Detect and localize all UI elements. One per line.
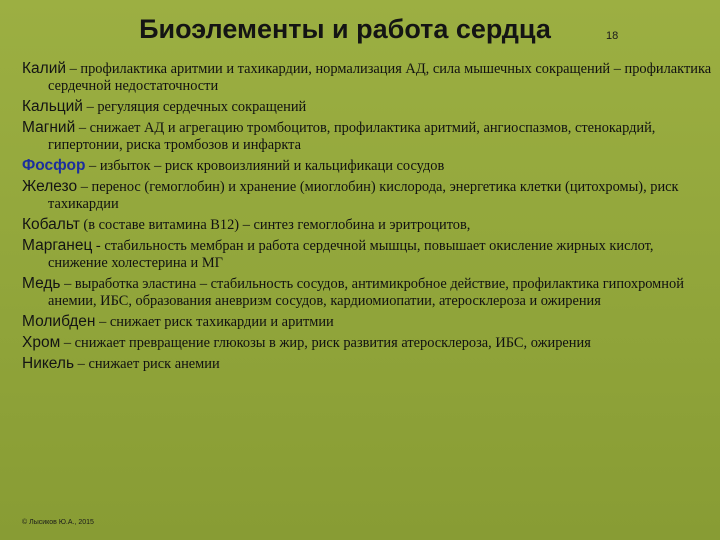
term-copper: Медь bbox=[22, 275, 61, 292]
slide-number: 18 bbox=[606, 30, 619, 42]
term-iron: Железо bbox=[22, 178, 78, 195]
description: – регуляция сердечных сокращений bbox=[82, 99, 307, 115]
term-phosphorus: Фосфор bbox=[22, 157, 86, 174]
term-cobalt: Кобальт bbox=[22, 216, 80, 233]
content-list bbox=[22, 60, 712, 376]
term-nickel: Никель bbox=[22, 355, 75, 372]
description: - стабильность мембран и работа сердечной мышцы, повышает окисление жирных кислот, снижение холестерина и МГ bbox=[48, 238, 654, 271]
term-calcium: Кальций bbox=[22, 98, 83, 115]
description: – перенос (гемоглобин) и хранение (миоглобин) кислорода, энергетика клетки (цитохромы), риск тахикардии bbox=[48, 179, 679, 212]
term-chromium: Хром bbox=[22, 334, 61, 351]
list-item-potassium bbox=[22, 60, 712, 95]
description: (в составе витамина В12) – синтез гемоглобина и эритроцитов, bbox=[79, 217, 471, 233]
description: – выработка эластина – стабильность сосудов, антимикробное действие, профилактика гипохромной анемии, ИБС, образования аневризм сосудов, кардиомиопатии, атеросклероза и ожирения bbox=[48, 276, 684, 309]
term-magnesium: Магний bbox=[22, 119, 76, 136]
list-item-manganese bbox=[22, 237, 712, 272]
description: – снижает риск тахикардии и аритмии bbox=[95, 314, 334, 330]
description: – снижает АД и агрегацию тромбоцитов, профилактика аритмий, ангиоспазмов, стенокардий, гипертонии, риска тромбозов и инфаркта bbox=[48, 120, 656, 153]
list-item-copper bbox=[22, 275, 712, 310]
list-item-iron bbox=[22, 178, 712, 213]
slide-title-text: Биоэлементы и работа сердца bbox=[139, 14, 551, 44]
description: – снижает превращение глюкозы в жир, риск развития атеросклероза, ИБС, ожирения bbox=[60, 335, 591, 351]
list-item-calcium bbox=[22, 98, 712, 116]
description: – профилактика аритмии и тахикардии, нормализация АД, сила мышечных сокращений – профилактика сердечной недостаточности bbox=[48, 61, 712, 94]
term-potassium: Калий bbox=[22, 60, 67, 77]
list-item-nickel bbox=[22, 355, 712, 373]
copyright-footer: © Лысиков Ю.А., 2015 bbox=[22, 519, 94, 526]
list-item-phosphorus bbox=[22, 157, 712, 175]
term-manganese: Марганец bbox=[22, 237, 93, 254]
description: – снижает риск анемии bbox=[74, 356, 220, 372]
term-molybdenum: Молибден bbox=[22, 313, 96, 330]
description: – избыток – риск кровоизлияний и кальцификаци сосудов bbox=[85, 158, 445, 174]
list-item-cobalt bbox=[22, 216, 712, 234]
list-item-chromium bbox=[22, 334, 712, 352]
list-item-molybdenum bbox=[22, 313, 712, 331]
list-item-magnesium bbox=[22, 119, 712, 154]
